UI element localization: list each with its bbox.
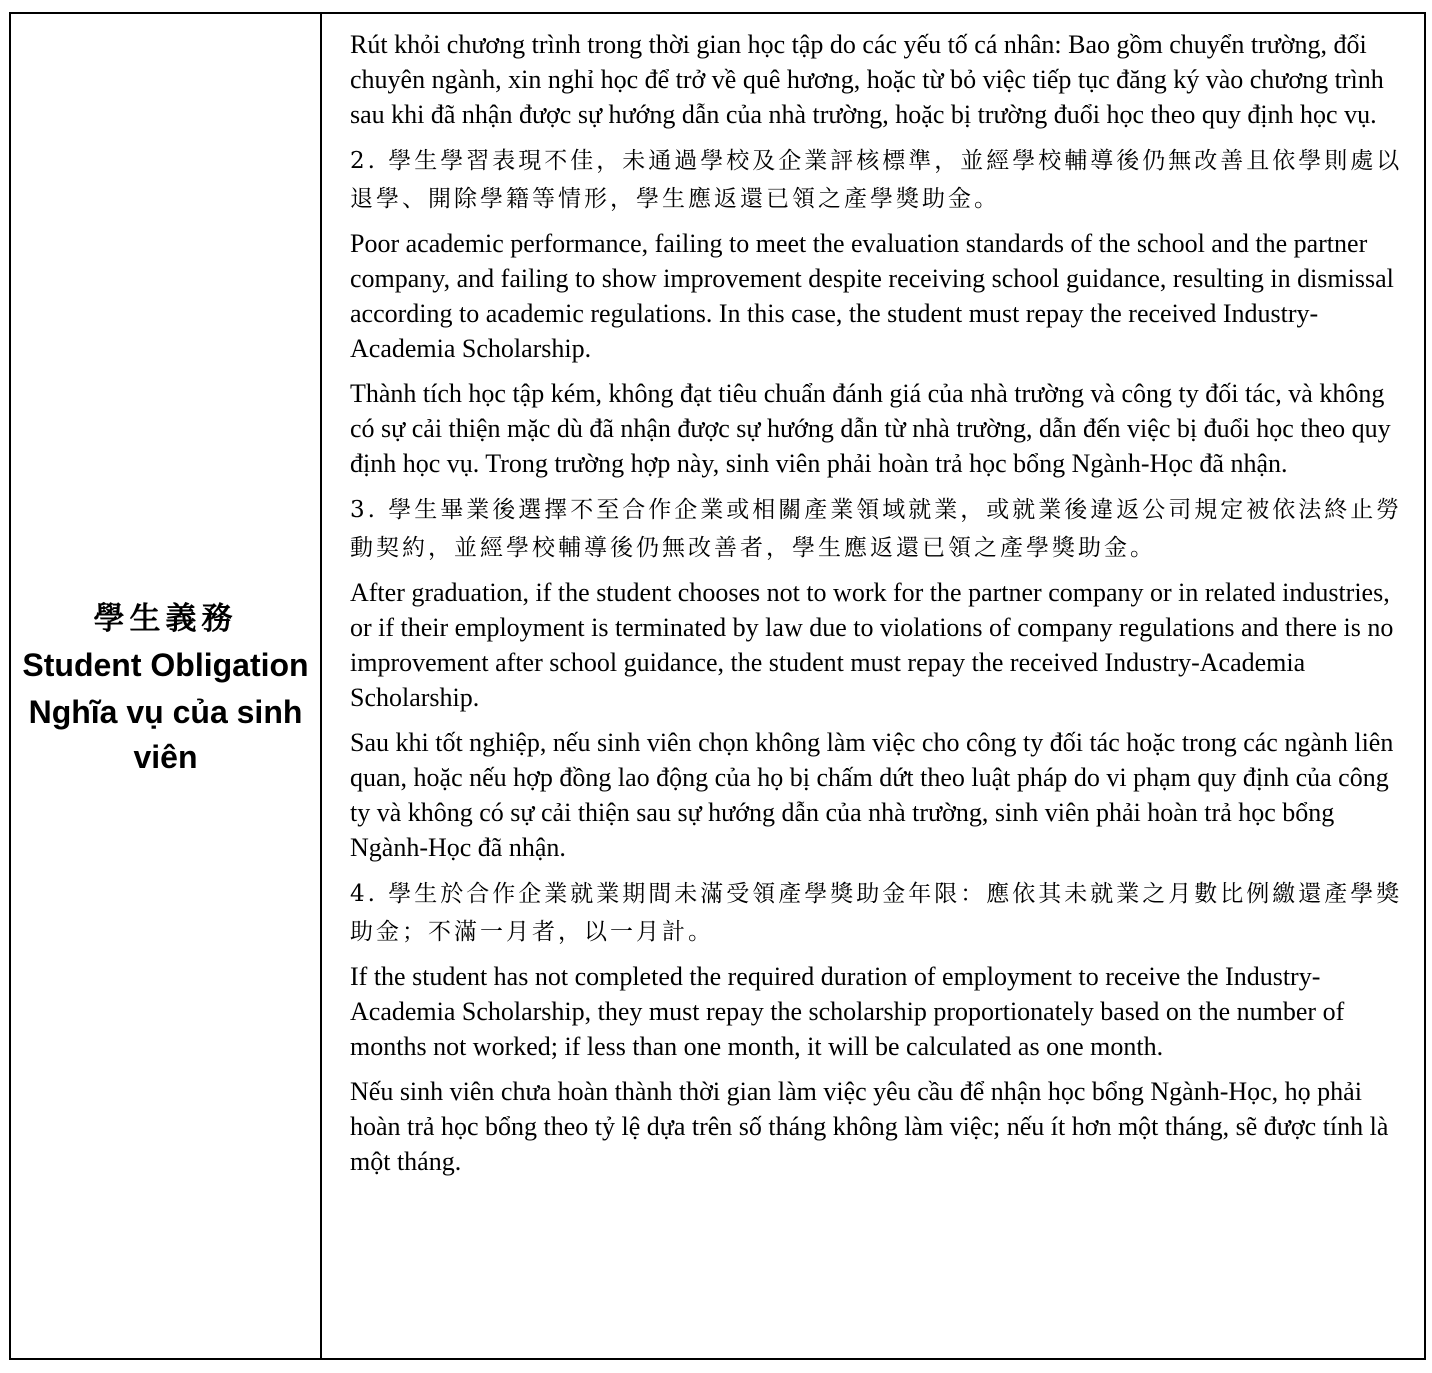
section-label-cell	[11, 14, 322, 1358]
clause-3-en: After graduation, if the student chooses not to work for the partner company or in related industries, or if their employment is terminated by law due to violations of company regulations and there is no improvement after school guidance, the student must repay the received Industry-Academia Scholarship.	[350, 578, 1394, 712]
obligation-table	[9, 12, 1426, 1360]
section-title-zh: 學生義務	[93, 600, 238, 637]
clause-3-vi: Sau khi tốt nghiệp, nếu sinh viên chọn không làm việc cho công ty đối tác hoặc trong các ngành liên quan, hoặc nếu hợp đồng lao động của họ bị chấm dứt theo luật pháp do vi phạm quy định của công ty và không có sự cải thiện sau sự hướng dẫn của nhà trường, sinh viên phải hoàn trả học bổng Ngành-Học đã nhận.	[350, 728, 1394, 862]
clause-4-en: If the student has not completed the required duration of employment to receive the Industry-Academia Scholarship, they must repay the scholarship proportionately based on the number of months not worked; if less than one month, it will be calculated as one month.	[350, 962, 1345, 1061]
clause-2-zh: 2. 學生學習表現不佳，未通過學校及企業評核標準，並經學校輔導後仍無改善且依學則處以退學、開除學籍等情形，學生應返還已領之產學獎助金。	[350, 148, 1403, 212]
section-title-en: Student Obligation	[22, 646, 309, 683]
clause-2-en: Poor academic performance, failing to meet the evaluation standards of the school and the partner company, and failing to show improvement despite receiving school guidance, resulting in dismissal according to academic regulations. In this case, the student must repay the received Industry-Academia Scholarship.	[350, 229, 1394, 363]
section-title-vi: Nghĩa vụ của sinh viên	[28, 693, 303, 775]
clause-4-zh: 4. 學生於合作企業就業期間未滿受領產學獎助金年限：應依其未就業之月數比例繳還產學獎助金；不滿一月者，以一月計。	[350, 881, 1403, 945]
clause-4-vi: Nếu sinh viên chưa hoàn thành thời gian làm việc yêu cầu để nhận học bổng Ngành-Học, họ phải hoàn trả học bổng theo tỷ lệ dựa trên số tháng không làm việc; nếu ít hơn một tháng, sẽ được tính là một tháng.	[350, 1077, 1389, 1176]
section-content-cell	[322, 14, 1424, 1358]
paragraph-vi-1: Rút khỏi chương trình trong thời gian học tập do các yếu tố cá nhân: Bao gồm chuyển trường, đổi chuyên ngành, xin nghỉ học để trở về quê hương, hoặc từ bỏ việc tiếp tục đăng ký vào chương trình sau khi đã nhận được sự hướng dẫn của nhà trường, hoặc bị trường đuổi học theo quy định học vụ.	[350, 30, 1384, 129]
clause-3-zh: 3. 學生畢業後選擇不至合作企業或相關產業領域就業，或就業後違返公司規定被依法終止勞動契約，並經學校輔導後仍無改善者，學生應返還已領之產學獎助金。	[350, 497, 1403, 561]
clause-2-vi: Thành tích học tập kém, không đạt tiêu chuẩn đánh giá của nhà trường và công ty đối tác, và không có sự cải thiện mặc dù đã nhận được sự hướng dẫn từ nhà trường, dẫn đến việc bị đuổi học theo quy định học vụ. Trong trường hợp này, sinh viên phải hoàn trả học bổng Ngành-Học đã nhận.	[350, 379, 1391, 478]
